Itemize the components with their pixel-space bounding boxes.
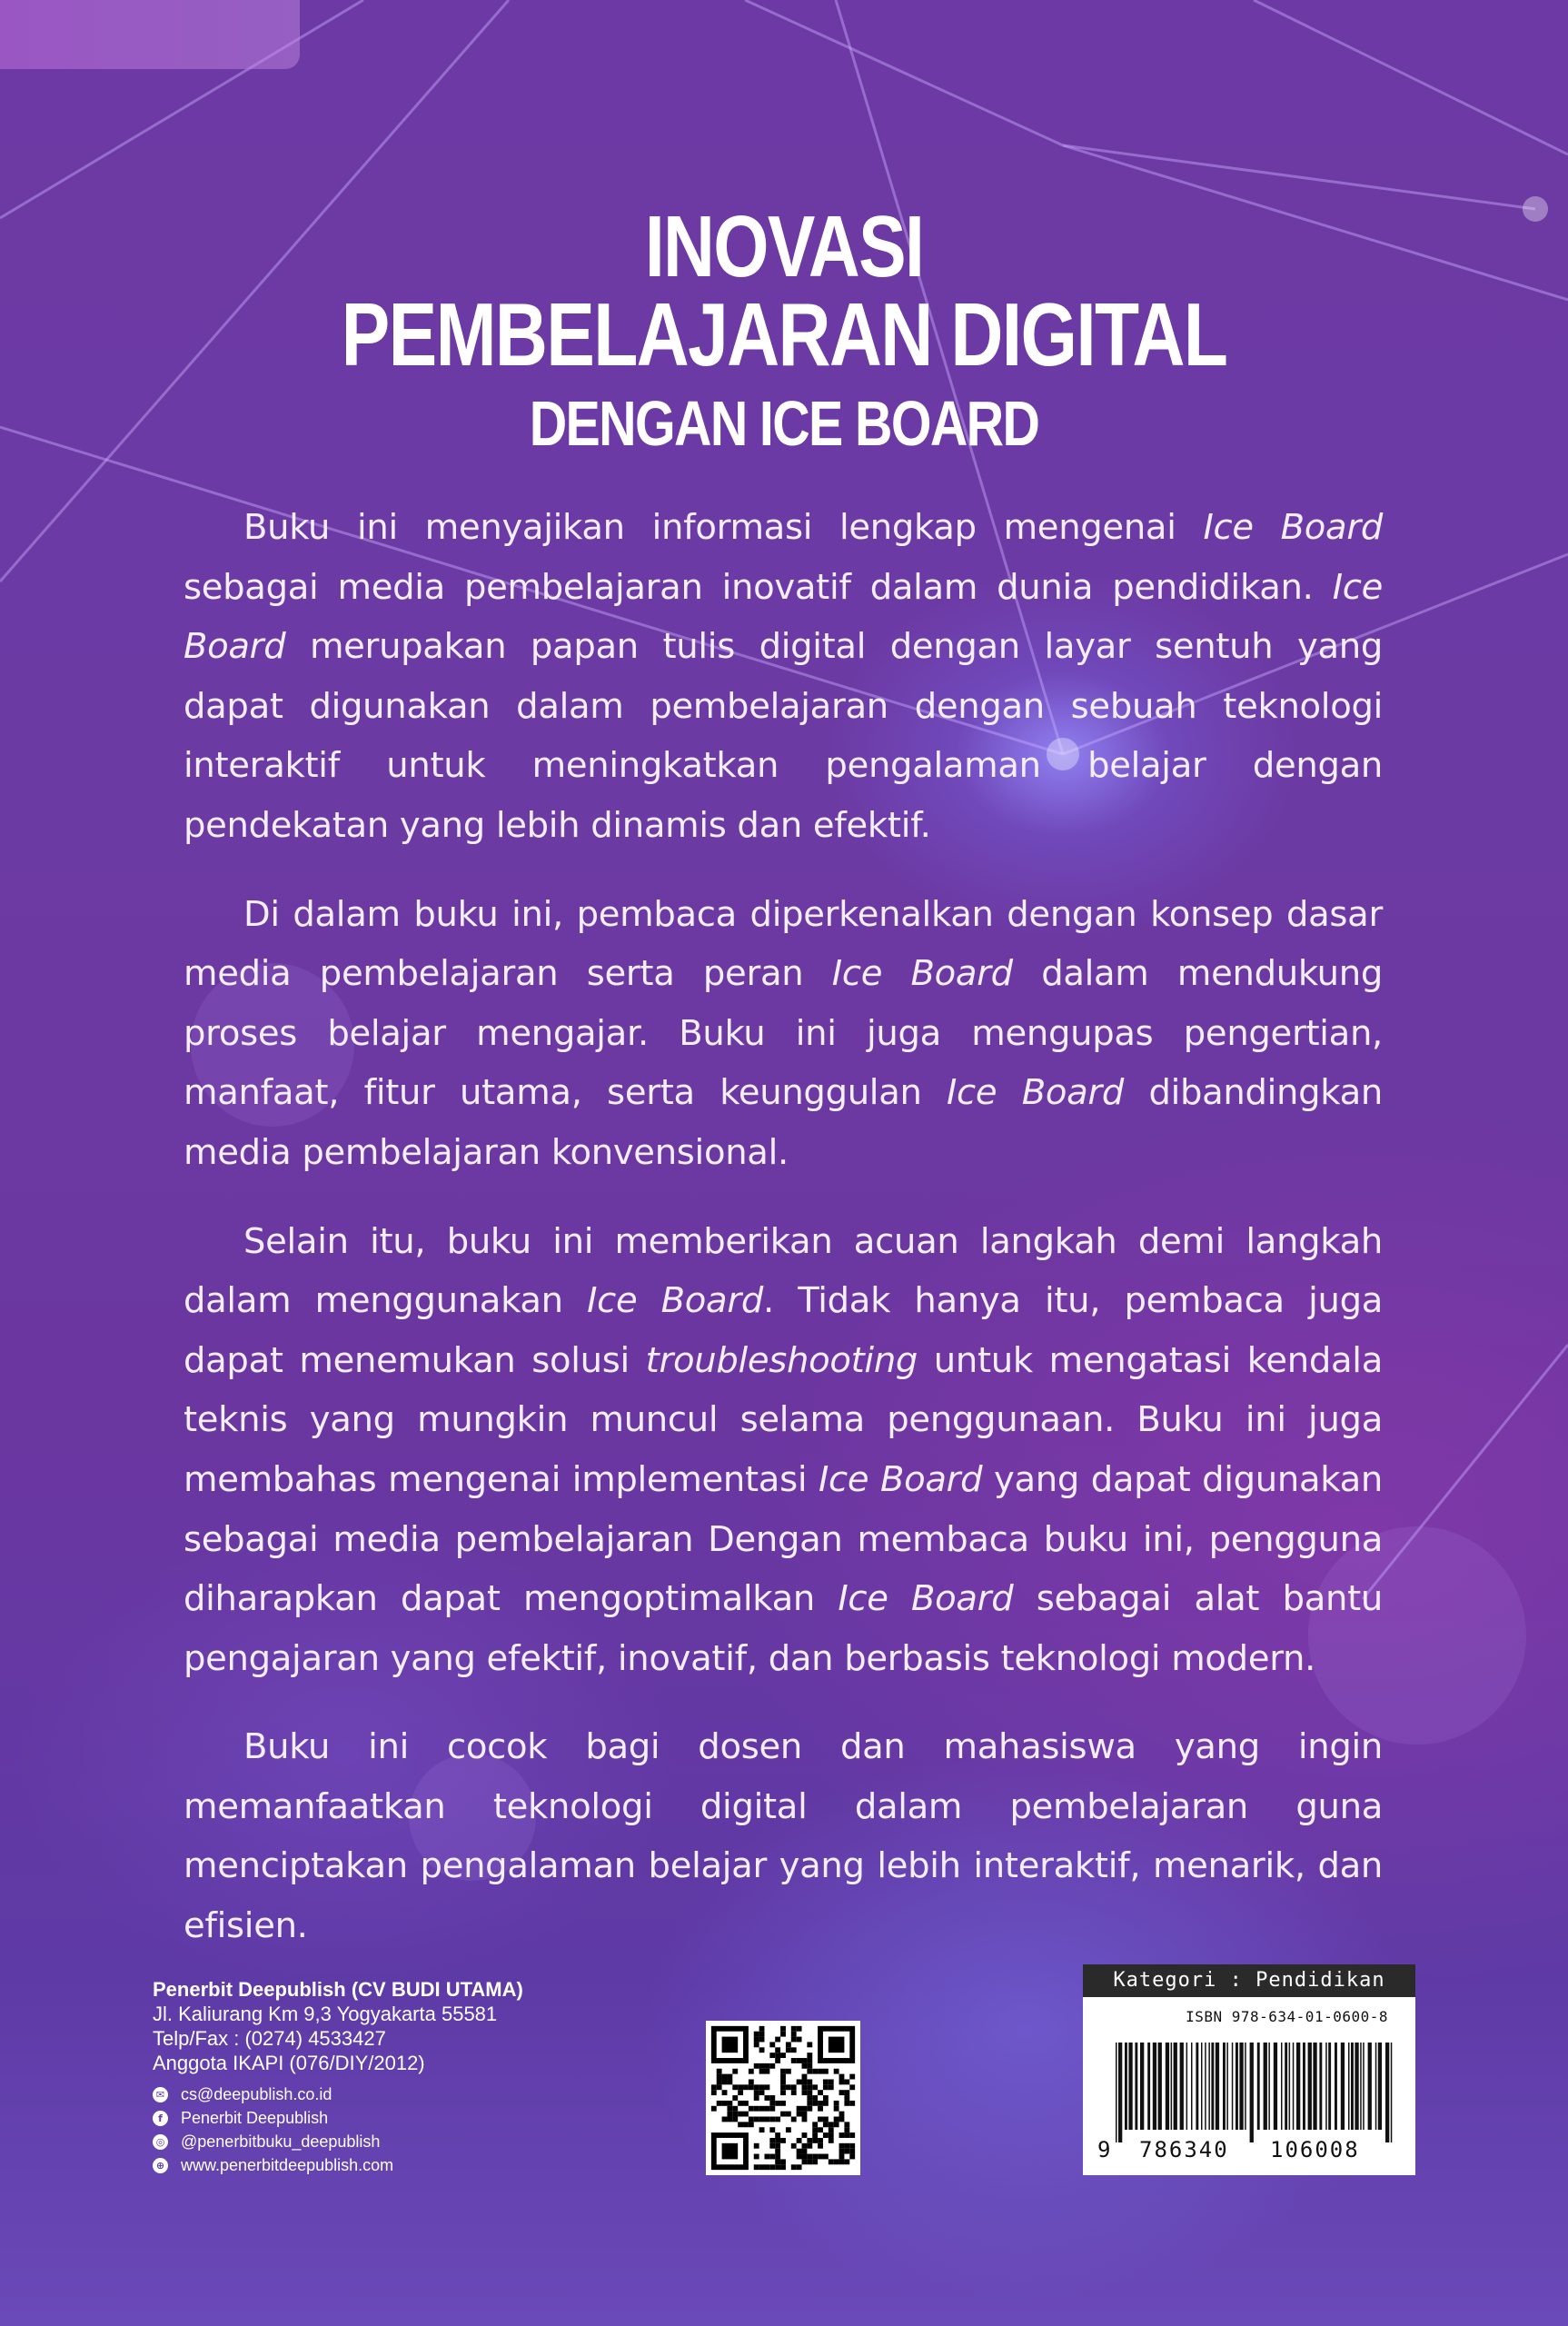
italic-term: troubleshooting (645, 1339, 918, 1381)
text-run: dibandingkan media pembelajaran konvensional. (184, 1072, 1383, 1173)
contact-text: www.penerbitdeepublish.com (181, 2156, 394, 2174)
barcode-digits-group2: 106008 (1270, 2137, 1360, 2162)
text-run: yang dapat digunakan sebagai media pembelajaran Dengan membaca buku ini, pengguna diharapkan dapat mengoptimalkan (184, 1458, 1383, 1620)
globe-icon: ⊕ (153, 2158, 168, 2173)
publisher-contacts (153, 2082, 523, 2177)
blurb-text (184, 498, 1383, 1985)
blurb-paragraph (184, 1717, 1383, 1955)
publisher-address: Jl. Kaliurang Km 9,3 Yogyakarta 55581 (153, 2003, 498, 2025)
text-run: . Tidak hanya itu, pembaca juga dapat menemukan solusi (184, 1280, 1383, 1381)
book-title-line1: INOVASI (644, 198, 924, 295)
isbn-label: ISBN 978-634-01-0600-8 (1186, 2008, 1388, 2025)
contact-row (153, 2082, 523, 2106)
italic-term: Ice Board (1203, 507, 1383, 548)
blurb-paragraph (184, 1212, 1383, 1689)
italic-term: Ice Board (818, 1458, 983, 1500)
italic-term: Ice Board (831, 953, 1013, 995)
text-run: Buku ini cocok bagi dosen dan mahasiswa yang ingin memanfaatkan teknologi digital dalam pembelajaran guna menciptakan pengalaman belajar yang lebih interaktif, menarik, dan efisien. (184, 1726, 1383, 1947)
corner-tab-decoration (0, 0, 300, 69)
contact-text: Penerbit Deepublish (181, 2109, 329, 2127)
email-icon: ✉ (153, 2087, 168, 2102)
barcode-digits-group1: 786340 (1139, 2137, 1229, 2162)
italic-term: Ice Board (838, 1578, 1014, 1620)
contact-text: @penerbitbuku_deepublish (181, 2132, 381, 2151)
contact-text: cs@deepublish.co.id (181, 2085, 332, 2103)
blurb-paragraph (184, 498, 1383, 856)
text-run: dalam mendukung proses belajar mengajar. Buku ini juga mengupas pengertian, manfaat, fitur utama, serta keunggulan (184, 953, 1383, 1114)
italic-term: Ice Board (184, 566, 1383, 668)
book-subtitle: DENGAN ICE BOARD (529, 388, 1039, 459)
blurb-paragraph (184, 885, 1383, 1183)
barcode-digit-lead: 9 (1097, 2137, 1111, 2162)
contact-row (153, 2106, 523, 2130)
instagram-icon: ◎ (153, 2134, 168, 2150)
barcode (1083, 2043, 1415, 2175)
contact-row (153, 2130, 523, 2153)
text-run: merupakan papan tulis digital dengan layar sentuh yang dapat digunakan dalam pembelajaran dengan sebuah teknologi interaktif untuk meningkatkan pengalaman belajar dengan pendekatan yang lebih dinamis dan efektif. (184, 626, 1383, 846)
publisher-info (153, 1977, 523, 2177)
category-label: Kategori : Pendidikan (1083, 1964, 1415, 1997)
publisher-phone: Telp/Fax : (0274) 4533427 (153, 2027, 386, 2050)
text-run: untuk mengatasi kendala teknis yang mungkin muncul selama penggunaan. Buku ini juga membahas mengenai implementasi (184, 1339, 1383, 1500)
text-run: sebagai media pembelajaran inovatif dalam dunia pendidikan. (184, 566, 1333, 608)
text-run: Selain itu, buku ini memberikan acuan langkah demi langkah dalam menggunakan (184, 1220, 1383, 1322)
publisher-membership: Anggota IKAPI (076/DIY/2012) (153, 2052, 425, 2074)
isbn-barcode-box (1083, 1964, 1415, 2175)
italic-term: Ice Board (587, 1280, 764, 1322)
publisher-name: Penerbit Deepublish (CV BUDI UTAMA) (153, 1978, 523, 2001)
text-run: Di dalam buku ini, pembaca diperkenalkan dengan konsep dasar media pembelajaran serta peran (184, 893, 1383, 995)
contact-row (153, 2153, 523, 2177)
qr-code (706, 2021, 860, 2175)
book-title-line2: PEMBELAJARAN DIGITAL (341, 284, 1227, 384)
text-run: Buku ini menyajikan informasi lengkap mengenai (243, 507, 1204, 548)
text-run: sebagai alat bantu pengajaran yang efektif, inovatif, dan berbasis teknologi modern. (184, 1578, 1384, 1679)
facebook-icon: f (153, 2111, 168, 2126)
italic-term: Ice Board (947, 1072, 1125, 1114)
